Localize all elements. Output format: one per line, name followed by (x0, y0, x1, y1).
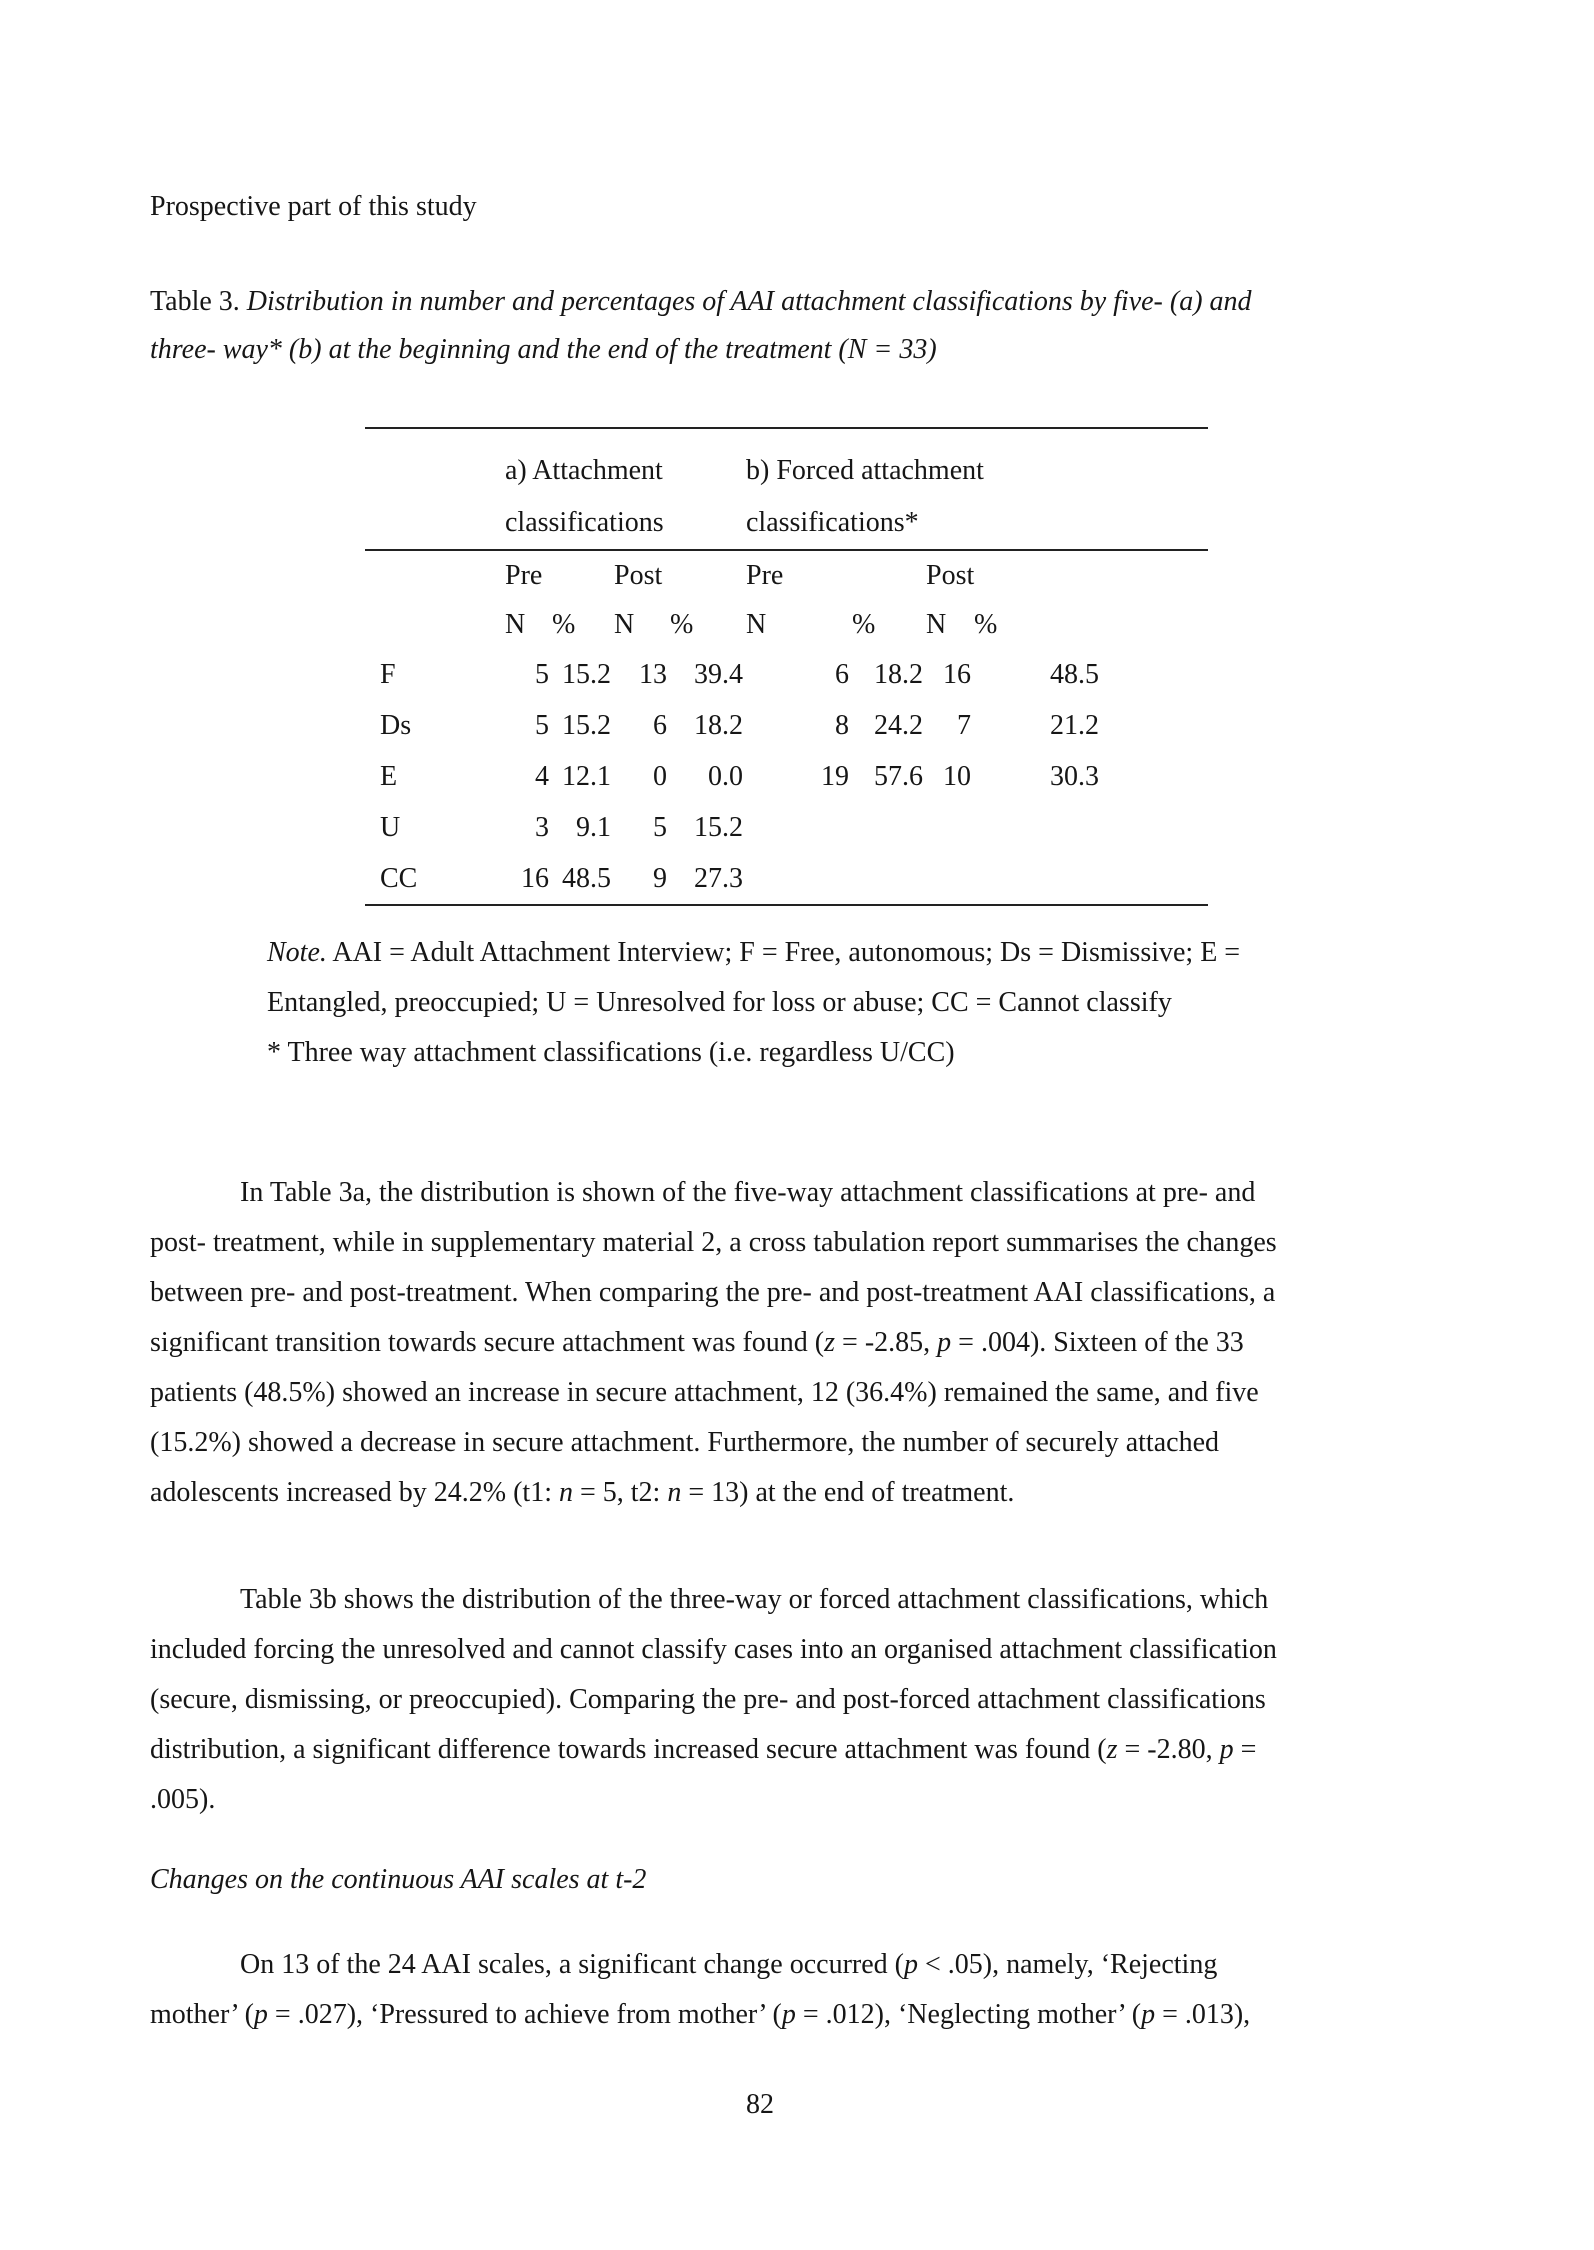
text-line (267, 1028, 1240, 1078)
text-line (150, 1725, 1277, 1775)
table-cell: 0.0 (708, 761, 743, 792)
table-cell: 39.4 (694, 659, 743, 690)
text-segment: between pre- and post-treatment. When comparing the pre- and post-treatment AAI classifications, a (150, 1277, 1276, 1308)
table-period-header-row (365, 550, 1208, 600)
table-filler (1102, 650, 1208, 701)
table-cell: 0 (653, 761, 667, 792)
running-header: Prospective part of this study (150, 191, 477, 222)
table-cell (746, 803, 852, 854)
text-segment: On 13 of the 24 AAI scales, a significant change occurred ( (240, 1949, 904, 1980)
group-b-line2: classifications* (746, 507, 919, 538)
table-cell: 48.5 (1050, 659, 1099, 690)
text-segment: adolescents increased by 24.2% (t1: (150, 1477, 559, 1508)
text-segment: p (1219, 1734, 1234, 1765)
aai-table-container (365, 427, 1208, 906)
table-cell: 18.2 (694, 710, 743, 741)
table-cell (746, 854, 852, 905)
text-segment: mother’ ( (150, 1999, 254, 2030)
text-segment: significant transition towards secure attachment was found ( (150, 1327, 825, 1358)
table-cell: 10 (943, 761, 971, 792)
text-segment: = .012), ‘Neglecting mother’ ( (795, 1999, 1142, 2030)
text-segment: < .05), namely, ‘Rejecting (918, 1949, 1218, 1980)
table-cell: 8 (835, 710, 849, 741)
table-cell: 15.2 (562, 659, 611, 690)
table-cell (926, 803, 974, 854)
text-segment: = .013), (1155, 1999, 1251, 2030)
text-segment: = .027), ‘Pressured to achieve from mother’ ( (267, 1999, 782, 2030)
text-segment: included forcing the unresolved and cannot classify cases into an organised attachment classification (150, 1634, 1277, 1665)
table-cell: 24.2 (874, 710, 923, 741)
text-segment: patients (48.5%) showed an increase in secure attachment, 12 (36.4%) remained the same, and five (150, 1377, 1259, 1408)
n-header: N (505, 609, 526, 640)
row-label: Ds (380, 710, 412, 741)
section-heading: Changes on the continuous AAI scales at t-2 (150, 1864, 647, 1895)
text-segment: distribution, a significant difference towards increased secure attachment was found ( (150, 1734, 1107, 1765)
text-segment: = -2.85, (835, 1327, 938, 1358)
text-segment: = 5, t2: (572, 1477, 668, 1508)
body-paragraph-2 (150, 1575, 1277, 1825)
page-number: 82 (746, 2089, 774, 2120)
table-cell: 27.3 (694, 863, 743, 894)
text-line (150, 1575, 1277, 1625)
table-cell: 57.6 (874, 761, 923, 792)
pct-header: % (552, 609, 576, 640)
table-filler (1102, 701, 1208, 752)
text-segment: z (1106, 1734, 1118, 1765)
group-a-header (505, 428, 746, 550)
table-caption (150, 278, 1252, 374)
text-segment: post- treatment, while in supplementary material 2, a cross tabulation report summarises the changes (150, 1227, 1277, 1258)
text-line (150, 1268, 1277, 1318)
pct-header: % (852, 609, 876, 640)
table-cell: 16 (943, 659, 971, 690)
text-segment: * Three way attachment classifications (i.e. regardless U/CC) (267, 1037, 955, 1068)
table-row (365, 701, 1208, 752)
text-line (150, 1625, 1277, 1675)
table-note (267, 928, 1240, 1078)
text-segment: Note. (267, 937, 327, 968)
table-filler (1102, 752, 1208, 803)
table-cell: 5 (535, 659, 549, 690)
table-cell: 18.2 (874, 659, 923, 690)
text-segment: n (558, 1477, 573, 1508)
empty-corner-cell (365, 428, 505, 550)
table-cell: 15.2 (562, 710, 611, 741)
text-segment: p (1141, 1999, 1156, 2030)
table-filler (1102, 600, 1208, 650)
table-measure-header-row (365, 600, 1208, 650)
table-cell: 5 (535, 710, 549, 741)
caption-line (150, 278, 1252, 326)
text-segment: p (937, 1327, 952, 1358)
table-cell: 9.1 (576, 812, 611, 843)
row-label: F (380, 659, 396, 690)
text-segment: Entangled, preoccupied; U = Unresolved for loss or abuse; CC = Cannot classify (267, 987, 1172, 1018)
text-line (150, 1468, 1277, 1518)
text-segment: = (1233, 1734, 1257, 1765)
body-paragraph-3 (150, 1940, 1250, 2040)
text-segment: In Table 3a, the distribution is shown of the five-way attachment classifications at pre- and (240, 1177, 1256, 1208)
table-row (365, 650, 1208, 701)
caption-line: three- way* (b) at the beginning and the end of the treatment (N = 33) (150, 334, 937, 365)
table-cell: 13 (639, 659, 667, 690)
table-cell (974, 803, 1102, 854)
text-segment: = -2.80, (1117, 1734, 1220, 1765)
pct-header: % (974, 609, 998, 640)
n-header: N (746, 609, 767, 640)
group-a-line2: classifications (505, 507, 664, 538)
table-cell: 19 (821, 761, 849, 792)
text-line (150, 1168, 1277, 1218)
table-cell: 48.5 (562, 863, 611, 894)
text-line (150, 1418, 1277, 1468)
table-cell (974, 854, 1102, 905)
table-cell: 7 (957, 710, 971, 741)
text-segment: (15.2%) showed a decrease in secure attachment. Furthermore, the number of securely attached (150, 1427, 1219, 1458)
pre-header-a: Pre (505, 560, 543, 591)
text-line (150, 1990, 1250, 2040)
text-line (150, 1218, 1277, 1268)
table-cell: 15.2 (694, 812, 743, 843)
aai-classification-table (365, 427, 1208, 906)
post-header-a: Post (614, 560, 663, 591)
table-cell: 6 (653, 710, 667, 741)
table-cell (926, 854, 974, 905)
text-segment: p (904, 1949, 918, 1980)
table-body (365, 650, 1208, 905)
table-cell (852, 854, 926, 905)
body-paragraph-1 (150, 1168, 1277, 1518)
caption-text: Distribution in number and percentages of AAI attachment classifications by five- (a) and (239, 286, 1252, 317)
group-a-line1: a) Attachment (505, 455, 663, 486)
pre-header-b: Pre (746, 560, 784, 591)
text-segment: = 13) at the end of treatment. (681, 1477, 1015, 1508)
text-segment: z (824, 1327, 836, 1358)
pct-header: % (670, 609, 694, 640)
text-line (150, 1318, 1277, 1368)
table-filler (1102, 803, 1208, 854)
table-cell: 4 (535, 761, 549, 792)
table-cell: 6 (835, 659, 849, 690)
n-header: N (614, 609, 635, 640)
table-group-header-row (365, 428, 1208, 550)
group-b-line1: b) Forced attachment (746, 455, 984, 486)
table-cell (852, 803, 926, 854)
table-cell: 9 (653, 863, 667, 894)
table-cell: 5 (653, 812, 667, 843)
text-segment: = .004). Sixteen of the 33 (951, 1327, 1244, 1358)
table-cell: 30.3 (1050, 761, 1099, 792)
row-label: E (380, 761, 398, 792)
row-label: U (380, 812, 401, 843)
text-line (150, 1940, 1250, 1990)
table-row (365, 752, 1208, 803)
text-line (150, 1675, 1277, 1725)
text-segment: (secure, dismissing, or preoccupied). Comparing the pre- and post-forced attachment classifications (150, 1684, 1266, 1715)
text-line (150, 1775, 1277, 1825)
group-b-header (746, 428, 1208, 550)
table-row (365, 854, 1208, 905)
table-row (365, 803, 1208, 854)
text-segment: p (781, 1999, 796, 2030)
empty-cell (365, 600, 505, 650)
table-cell: 16 (521, 863, 549, 894)
text-segment: Table 3b shows the distribution of the three-way or forced attachment classifications, which (240, 1584, 1269, 1615)
table-filler (1102, 854, 1208, 905)
table-cell: 21.2 (1050, 710, 1099, 741)
text-segment: AAI = Adult Attachment Interview; F = Free, autonomous; Ds = Dismissive; E = (326, 937, 1241, 968)
text-line (267, 978, 1240, 1028)
text-segment: .005). (150, 1784, 216, 1815)
text-line (267, 928, 1240, 978)
text-segment: p (253, 1999, 268, 2030)
empty-cell (365, 550, 505, 600)
text-segment: n (667, 1477, 682, 1508)
table-cell: 3 (535, 812, 549, 843)
text-line (150, 1368, 1277, 1418)
caption-label: Table 3. (150, 286, 240, 317)
n-header: N (926, 609, 947, 640)
post-header-b: Post (926, 560, 975, 591)
row-label: CC (380, 863, 418, 894)
table-cell: 12.1 (562, 761, 611, 792)
